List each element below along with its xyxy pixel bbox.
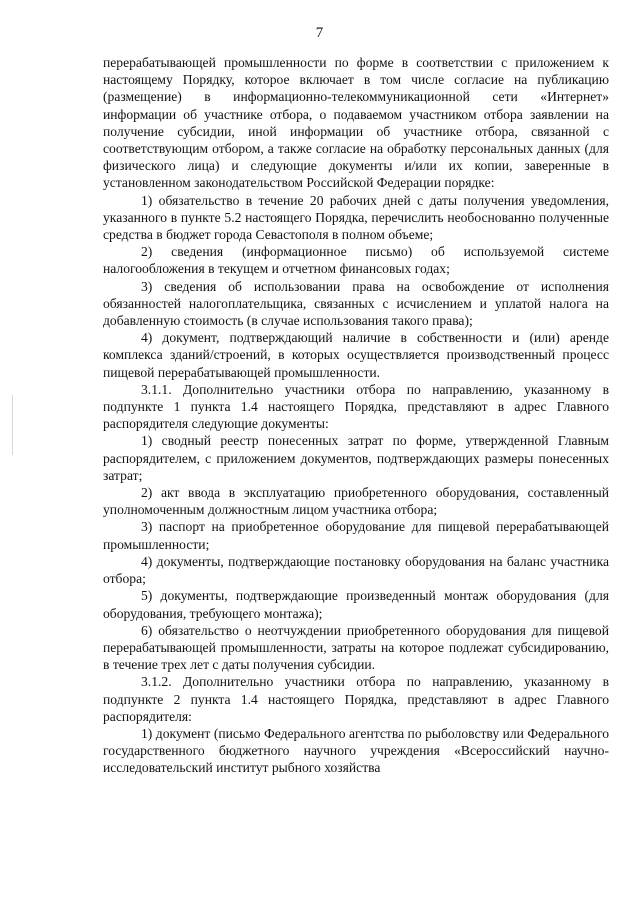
paragraph-item-1: 1) обязательство в течение 20 рабочих дней с даты получения уведомления, указанного в пункте 5.2 настоящего Порядка, перечислить необоснованно полученные средства в бюджет города Севастополя в полном объеме; bbox=[103, 192, 609, 243]
paragraph-continuation: перерабатывающей промышленности по форме в соответствии с приложением к настоящему Порядку, которое включает в том числе согласие на публикацию (размещение) в информационно-телекоммуникационной сети «Интернет» информации об участнике отбора, о подаваемом участником отбора заявлении на получение субсидии, иной информации об участнике отбора, связанной с соответствующим отбором, а также согласие на обработку персональных данных (для физического лица) и следующие документы и/или их копии, заверенные в установленном законодательством Российской Федерации порядке: bbox=[103, 55, 609, 191]
paragraph-3-1-1-item-2: 2) акт ввода в эксплуатацию приобретенного оборудования, составленный уполномоченным должностным лицом участника отбора; bbox=[103, 485, 609, 518]
paragraph-section-3-1-1: 3.1.1. Дополнительно участники отбора по направлению, указанному в подпункте 1 пункта 1.4 настоящего Порядка, представляют в адрес Главного распорядителя следующие документы: bbox=[103, 381, 609, 432]
paragraph-3-1-1-item-1: 1) сводный реестр понесенных затрат по форме, утвержденной Главным распорядителем, с приложением документов, подтверждающих размеры понесенных затрат; bbox=[103, 433, 609, 483]
paragraph-3-1-1-item-5: 5) документы, подтверждающие произведенный монтаж оборудования (для оборудования, требующего монтажа); bbox=[103, 588, 609, 621]
paragraph-3-1-1-item-6: 6) обязательство о неотчуждении приобретенного оборудования для пищевой перерабатывающей промышленности, затраты на которое подлежат субсидированию, в течение трех лет с даты получения субсидии. bbox=[103, 622, 609, 673]
paragraph-3-1-1-item-4: 4) документы, подтверждающие постановку оборудования на баланс участника отбора; bbox=[103, 553, 609, 587]
page-number: 7 bbox=[315, 25, 324, 41]
paragraph-section-3-1-2: 3.1.2. Дополнительно участники отбора по направлению, указанному в подпункте 2 пункта 1.4 настоящего Порядка, представляют в адрес Главного распорядителя: bbox=[103, 674, 609, 724]
document-body bbox=[103, 54, 609, 777]
scan-artifact bbox=[12, 395, 13, 455]
paragraph-item-3: 3) сведения об использовании права на освобождение от исполнения обязанностей налогоплательщика, связанных с исчислением и уплатой налога на добавленную стоимость (в случае использования такого права); bbox=[103, 278, 609, 329]
paragraph-3-1-2-item-1: 1) документ (письмо Федерального агентства по рыболовству или Федерального государственного бюджетного научного учреждения «Всероссийский научно-исследовательский институт рыбного хозяйства bbox=[103, 725, 609, 776]
paragraph-item-2: 2) сведения (информационное письмо) об используемой системе налогообложения в текущем и отчетном финансовых годах; bbox=[103, 244, 609, 277]
paragraph-3-1-1-item-3: 3) паспорт на приобретенное оборудование для пищевой перерабатывающей промышленности; bbox=[103, 519, 609, 552]
paragraph-item-4: 4) документ, подтверждающий наличие в собственности и (или) аренде комплекса зданий/строений, в которых осуществляется производственный процесс пищевой перерабатывающей промышленности. bbox=[103, 330, 609, 380]
